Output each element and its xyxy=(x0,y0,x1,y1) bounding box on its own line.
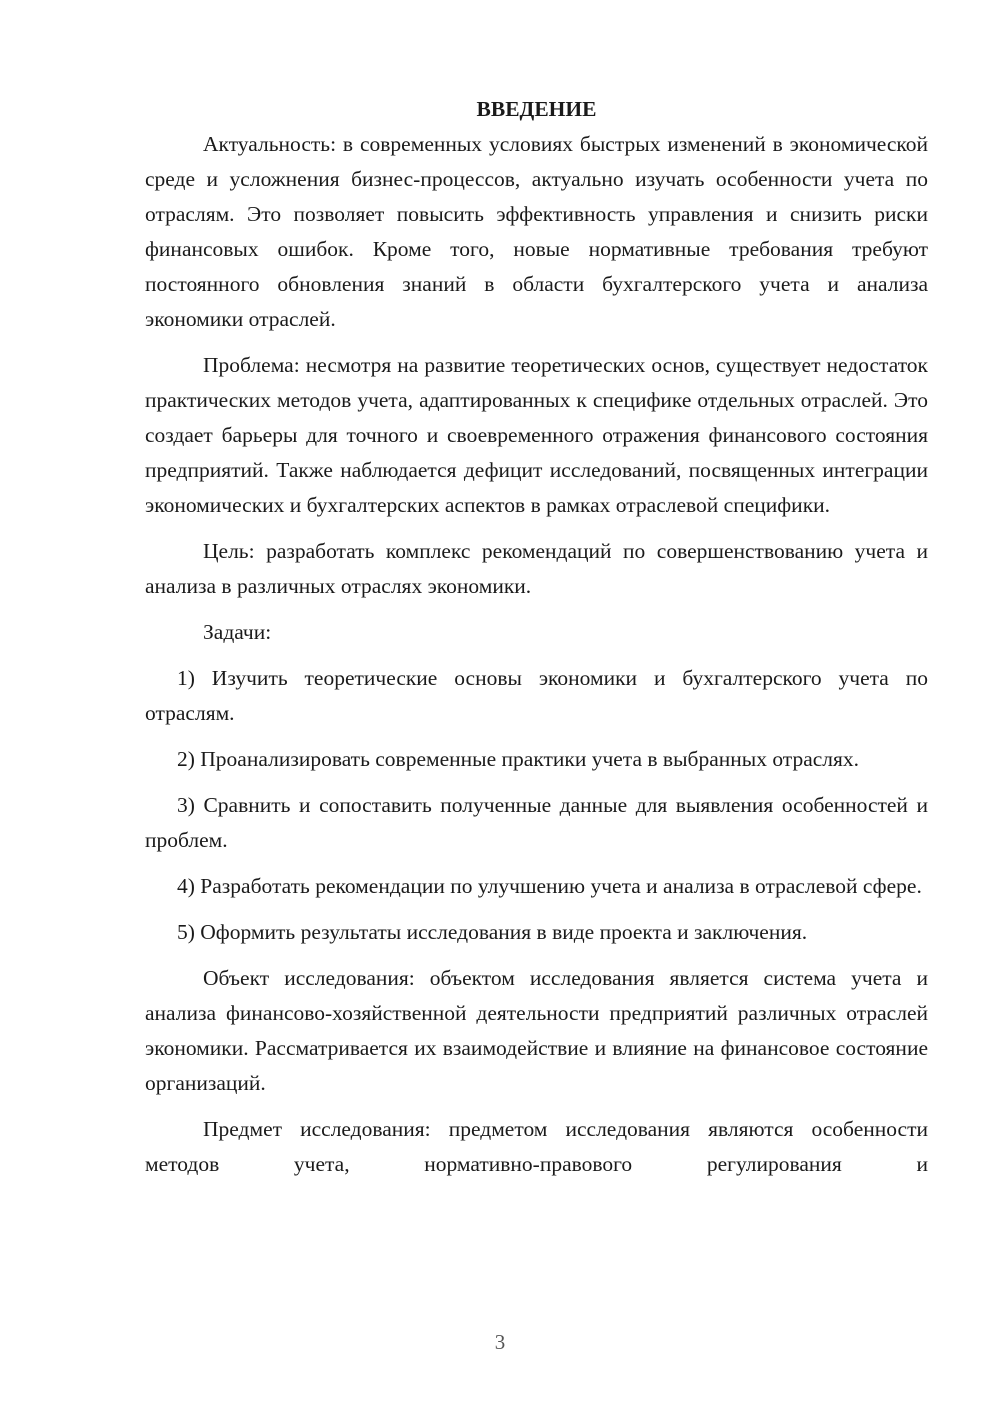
task-item-4: 4) Разработать рекомендации по улучшению учета и анализа в отраслевой сфере. xyxy=(177,874,922,898)
task-item-1: 1) Изучить теоретические основы экономики и бухгалтерского учета по отраслям. xyxy=(145,666,928,725)
subject-paragraph: Предмет исследования: предметом исследования являются особенности методов учета, нормативно-правового регулирования и xyxy=(145,1117,928,1176)
section-heading: ВВЕДЕНИЕ xyxy=(476,97,597,121)
page-number: 3 xyxy=(494,1330,506,1354)
task-item-2: 2) Проанализировать современные практики учета в выбранных отраслях. xyxy=(177,747,860,771)
task-item-5: 5) Оформить результаты исследования в виде проекта и заключения. xyxy=(177,920,808,944)
task-item-3: 3) Сравнить и сопоставить полученные данные для выявления особенностей и проблем. xyxy=(145,793,928,852)
goal-paragraph: Цель: разработать комплекс рекомендаций по совершенствованию учета и анализа в различных отраслях экономики. xyxy=(145,539,928,598)
relevance-paragraph: Актуальность: в современных условиях быстрых изменений в экономической среде и усложнения бизнес-процессов, актуально изучать особенности учета по отраслям. Это позволяет повысить эффективность управления и снизить риски финансовых ошибок. Кроме того, новые нормативные требования требуют постоянного обновления знаний в области бухгалтерского учета и анализа экономики отраслей. xyxy=(145,132,928,331)
tasks-label: Задачи: xyxy=(203,620,272,644)
problem-paragraph: Проблема: несмотря на развитие теоретических основ, существует недостаток практических методов учета, адаптированных к специфике отдельных отраслей. Это создает барьеры для точного и своевременного отражения финансового состояния предприятий. Также наблюдается дефицит исследований, посвященных интеграции экономических и бухгалтерских аспектов в рамках отраслевой специфики. xyxy=(145,353,928,517)
object-paragraph: Объект исследования: объектом исследования является система учета и анализа финансово-хозяйственной деятельности предприятий различных отраслей экономики. Рассматривается их взаимодействие и влияние на финансовое состояние организаций. xyxy=(145,966,928,1095)
document-page xyxy=(145,92,928,1193)
